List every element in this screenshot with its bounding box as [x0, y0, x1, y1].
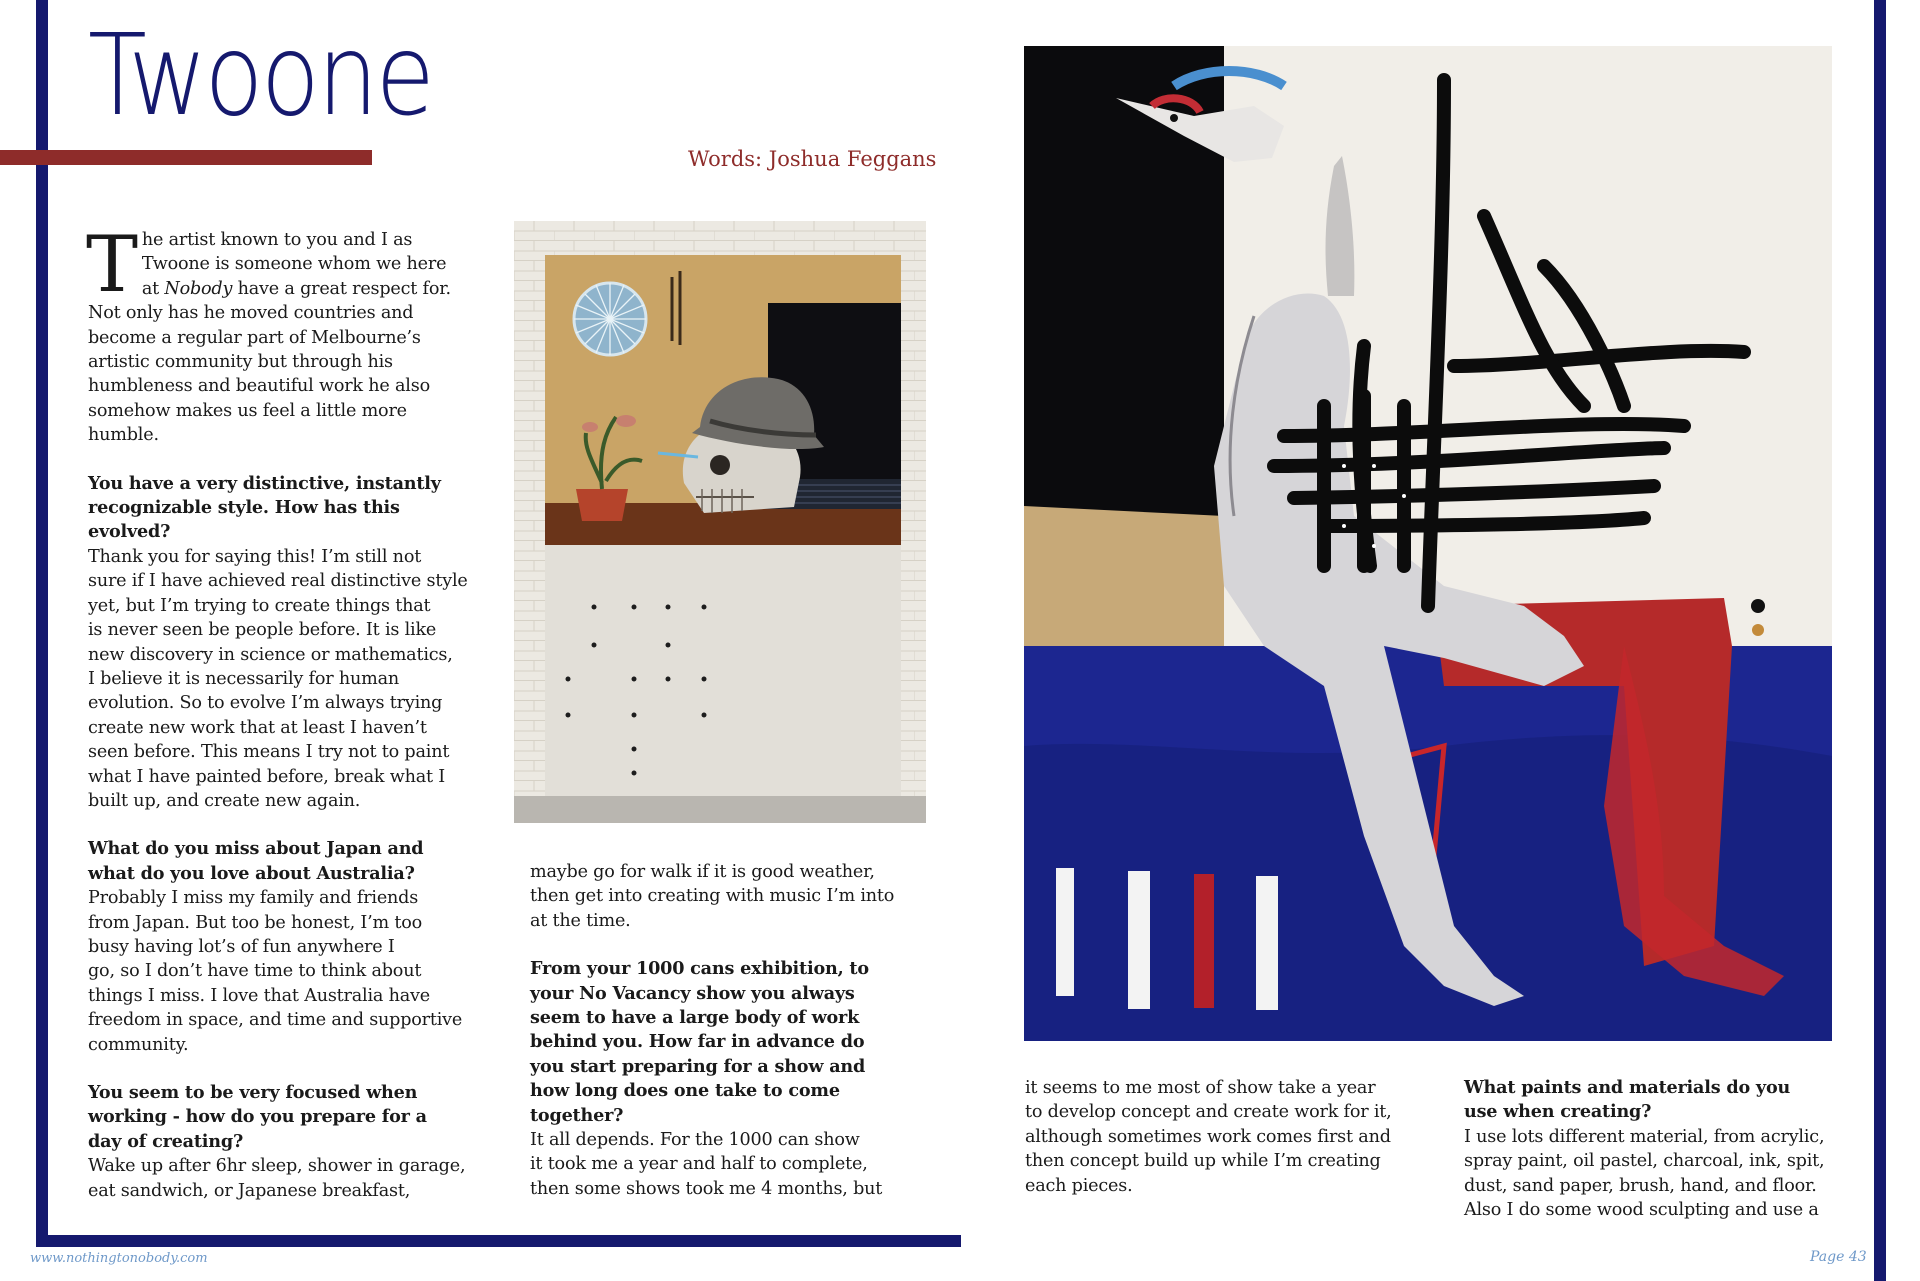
answer-line: eat sandwich, or Japanese breakfast,	[88, 1180, 411, 1201]
answer-line: It all depends. For the 1000 can show	[530, 1130, 860, 1151]
question-line: recognizable style. How has this	[88, 497, 400, 519]
answer-line: Thank you for saying this! I’m still not	[88, 546, 422, 567]
column-2	[530, 860, 930, 1201]
question-line: You have a very distinctive, instantly	[88, 472, 441, 494]
question-line: What paints and materials do you	[1464, 1077, 1791, 1098]
question-line: your No Vacancy show you always	[530, 982, 855, 1004]
footer-website-link[interactable]: www.nothingtonobody.com	[30, 1251, 208, 1266]
answer-line: what I have painted before, break what I	[88, 766, 446, 787]
answer-line: Wake up after 6hr sleep, shower in garage,	[88, 1156, 466, 1177]
bottom-frame-bar	[36, 1235, 961, 1247]
answer-line: although sometimes work comes first and	[1025, 1126, 1391, 1147]
answer-line: evolution. So to evolve I’m always trying	[88, 693, 443, 714]
intro-line: at Nobody have a great respect for.	[141, 278, 451, 299]
intro-line: humbleness and beautiful work he also	[88, 376, 430, 397]
drop-cap: T	[86, 220, 138, 310]
question-line: evolved?	[88, 521, 171, 543]
answer-line: is never seen be people before. It is like	[88, 620, 437, 641]
artwork-seated-figure-painting	[1024, 46, 1832, 1041]
intro-line: Not only has he moved countries and	[88, 303, 414, 324]
skull-painting-image	[514, 221, 926, 823]
magazine-name: Nobody	[164, 278, 233, 299]
answer-line: freedom in space, and time and supportive	[88, 1010, 463, 1031]
answer-line: then concept build up while I’m creating	[1025, 1151, 1381, 1172]
answer-line: from Japan. But too be honest, I’m too	[88, 912, 423, 933]
page-number: Page 43	[1810, 1249, 1867, 1265]
intro-line: become a regular part of Melbourne’s	[88, 327, 421, 348]
artwork-skull-painting	[514, 221, 926, 823]
answer-line: things I miss. I love that Australia have	[88, 985, 430, 1006]
answer-line: at the time.	[530, 910, 631, 931]
answer-line: spray paint, oil pastel, charcoal, ink, spit,	[1464, 1151, 1825, 1172]
question-line: behind you. How far in advance do	[530, 1031, 865, 1053]
answer-line: go, so I don’t have time to think about	[88, 961, 422, 982]
question-line: From your 1000 cans exhibition, to	[530, 958, 869, 980]
answer-line: built up, and create new again.	[88, 790, 361, 811]
answer-line: yet, but I’m trying to create things that	[88, 595, 431, 616]
intro-line: artistic community but through his	[88, 352, 393, 373]
column-3	[1025, 1076, 1445, 1198]
question-line: together?	[530, 1104, 624, 1126]
answer-line: community.	[88, 1034, 189, 1055]
column-1	[86, 220, 488, 1203]
intro-line: Twoone is someone whom we here	[141, 254, 447, 275]
intro-line: he artist known to you and I as	[141, 230, 413, 250]
question-line: use when creating?	[1464, 1101, 1652, 1123]
answer-line: sure if I have achieved real distinctive style	[88, 571, 468, 592]
question-line: what do you love about Australia?	[88, 862, 415, 884]
intro-line: somehow makes us feel a little more	[88, 400, 407, 421]
answer-line: to develop concept and create work for it,	[1025, 1102, 1392, 1123]
question-line: What do you miss about Japan and	[88, 838, 424, 860]
answer-line: Also I do some wood sculpting and use a	[1464, 1200, 1819, 1221]
seated-figure-image	[1024, 46, 1832, 1041]
answer-line: new discovery in science or mathematics,	[88, 644, 453, 665]
answer-line: then some shows took me 4 months, but	[530, 1178, 883, 1199]
column-4	[1464, 1076, 1864, 1222]
answer-line: busy having lot’s of fun anywhere I	[88, 936, 395, 957]
answer-line: Probably I miss my family and friends	[88, 888, 419, 909]
question-line: You seem to be very focused when	[88, 1082, 418, 1103]
question-line: day of creating?	[88, 1130, 244, 1152]
question-line: working - how do you prepare for a	[88, 1106, 427, 1128]
answer-line: then get into creating with music I’m into	[530, 886, 895, 907]
answer-line: it seems to me most of show take a year	[1025, 1078, 1376, 1098]
intro-line: humble.	[88, 425, 159, 446]
byline: Words: Joshua Feggans	[688, 147, 937, 171]
answer-line: I use lots different material, from acrylic,	[1464, 1126, 1825, 1147]
answer-line: it took me a year and half to complete,	[530, 1154, 868, 1175]
question-line: you start preparing for a show and	[530, 1055, 866, 1077]
left-frame-bar	[36, 0, 48, 1245]
answer-line: maybe go for walk if it is good weather,	[530, 862, 875, 882]
answer-line: create new work that at least I haven’t	[88, 717, 427, 738]
answer-line: seen before. This means I try not to paint	[88, 742, 450, 763]
right-frame-bar	[1874, 0, 1886, 1281]
question-line: how long does one take to come	[530, 1080, 840, 1102]
answer-line: I believe it is necessarily for human	[88, 668, 399, 689]
article-title: Twoone	[88, 11, 433, 141]
answer-line: each pieces.	[1025, 1175, 1133, 1196]
answer-line: dust, sand paper, brush, hand, and floor.	[1464, 1175, 1817, 1196]
title-underline-bar	[0, 150, 372, 165]
question-line: seem to have a large body of work	[530, 1007, 860, 1029]
